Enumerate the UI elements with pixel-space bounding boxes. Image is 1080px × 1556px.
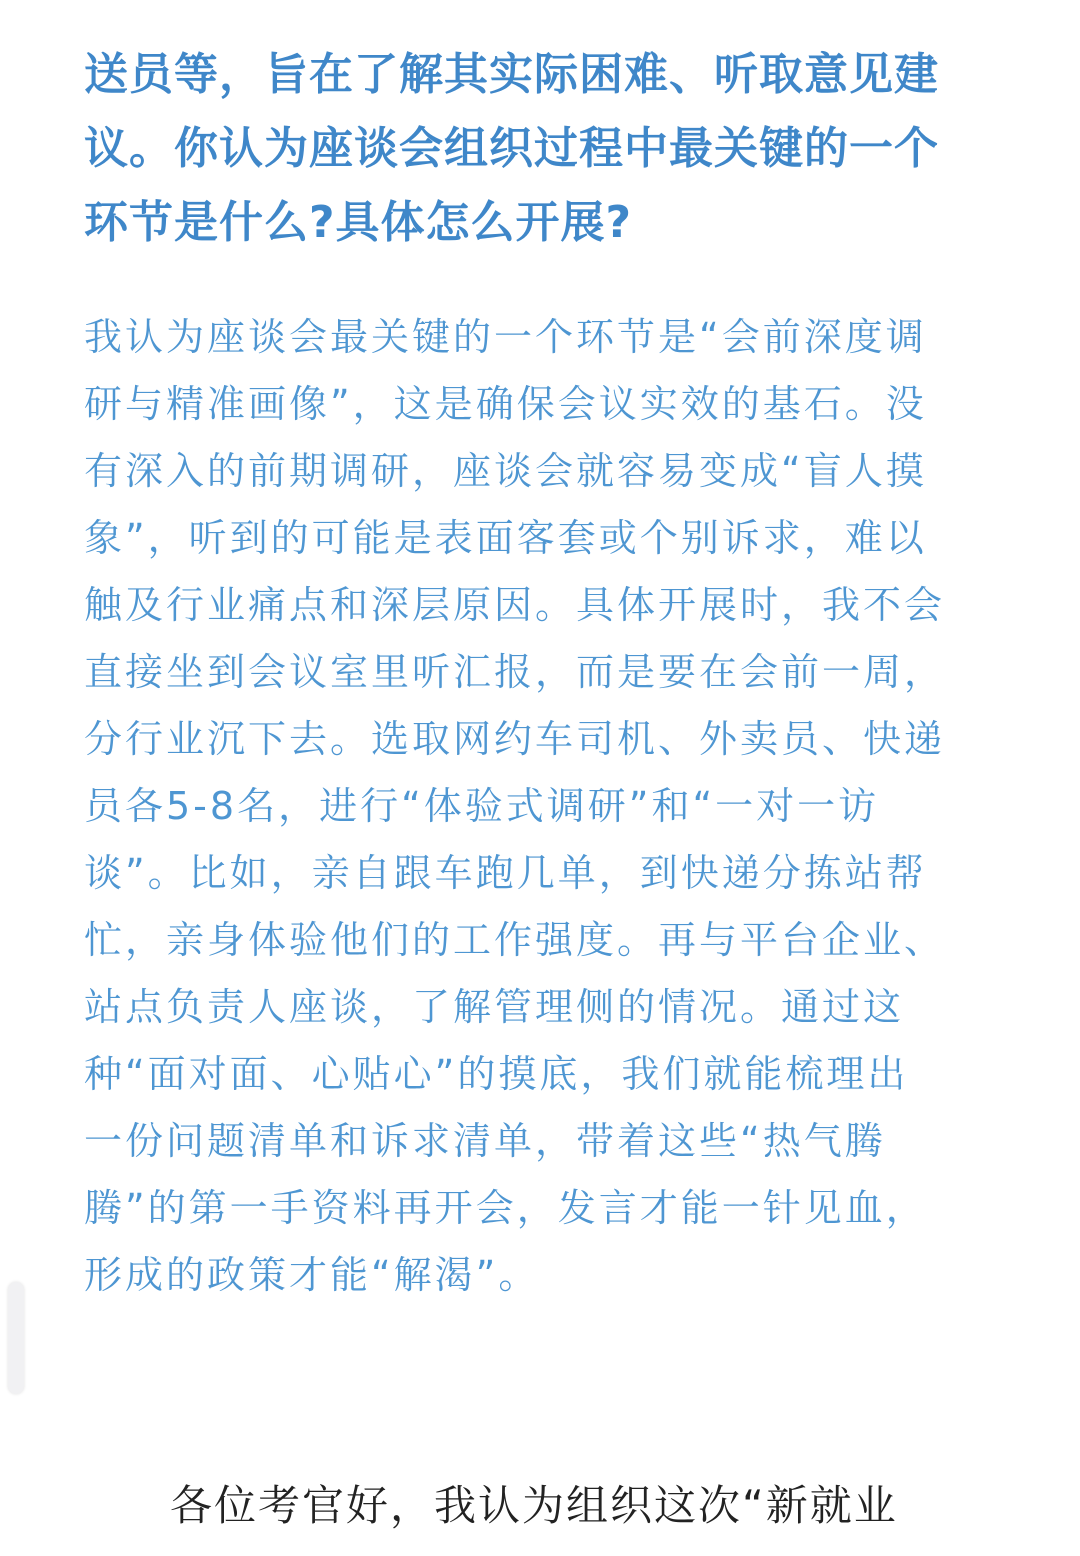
answer-text: 我认为座谈会最关键的一个环节是“会前深度调 研与精准画像”，这是确保会议实效的基石。没 有深入的前期调研，座谈会就容易变成“盲人摸 象”，听到的可能是表面客套或个别诉求，难以 触及行业痛点和深层原因。具体开展时，我不会 直接坐到会议室里听汇报，而是要在会前一周， 分行业沉下去。选取网约车司机、外卖员、快递 员各5-8名，进行“体验式调研”和“一对一访 谈”。比如，亲自跟车跑几单，到快递分拣站帮 忙，亲身体验他们的工作强度。再与平台企业、 站点负责人座谈，了解管理侧的情况。通过这 种“面对面、心贴心”的摸底，我们就能梳理出 一份问题清单和诉求清单，带着这些“热气腾 腾”的第一手资料再开会，发言才能一针见血， 形成的政策才能“解渴”。 <box>84 315 946 1297</box>
question-text: 送员等，旨在了解其实际困难、听取意见建 议。你认为座谈会组织过程中最关键的一个 环节是什么?具体怎么开展? <box>84 49 939 248</box>
scroll-handle[interactable] <box>8 1282 24 1394</box>
next-answer-text: 各位考官好，我认为组织这次“新就业 <box>170 1481 898 1530</box>
